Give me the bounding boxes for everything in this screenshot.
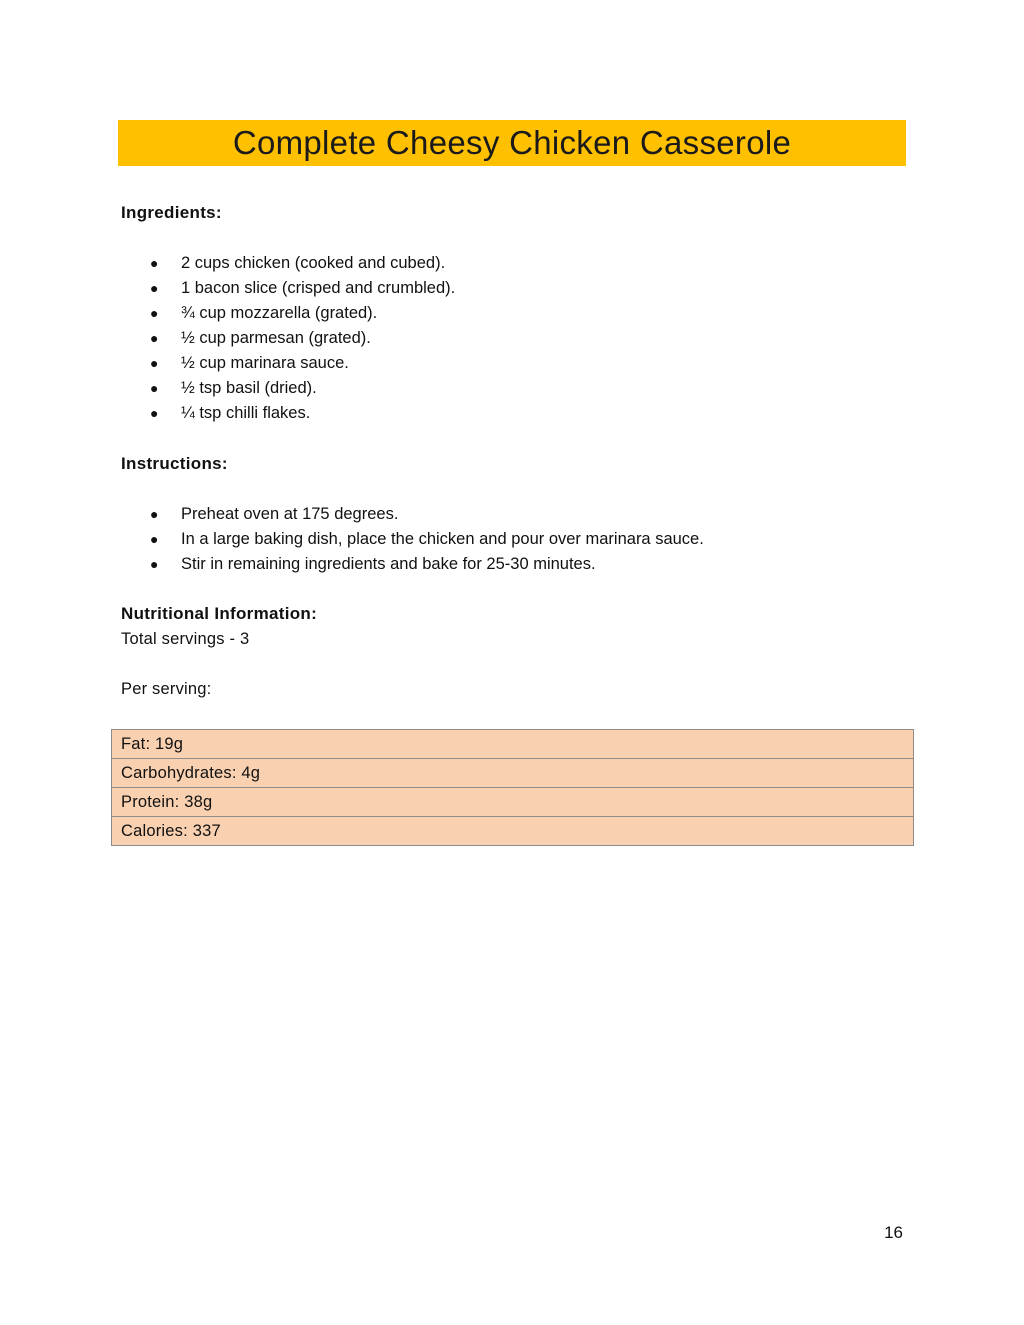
ingredient-text: ½ cup marinara sauce. xyxy=(181,354,349,372)
nutrition-cell: Carbohydrates: 4g xyxy=(112,759,914,788)
ingredient-text: ¼ tsp chilli flakes. xyxy=(181,404,311,422)
nutrition-cell: Calories: 337 xyxy=(112,817,914,846)
ingredient-text: 2 cups chicken (cooked and cubed). xyxy=(181,254,446,272)
instruction-text: Preheat oven at 175 degrees. xyxy=(181,505,399,523)
bullet-icon: ● xyxy=(150,255,159,271)
ingredients-list xyxy=(150,251,455,426)
bullet-icon: ● xyxy=(150,506,159,522)
bullet-icon: ● xyxy=(150,531,159,547)
list-item xyxy=(150,301,455,326)
instructions-list xyxy=(150,502,704,577)
list-item xyxy=(150,376,455,401)
title-banner xyxy=(118,120,906,166)
table-row xyxy=(112,788,914,817)
instructions-heading: Instructions: xyxy=(121,454,228,473)
bullet-icon: ● xyxy=(150,280,159,296)
list-item xyxy=(150,502,704,527)
bullet-icon: ● xyxy=(150,305,159,321)
table-row xyxy=(112,759,914,788)
list-item xyxy=(150,552,704,577)
nutrition-heading: Nutritional Information: xyxy=(121,604,318,623)
nutrition-cell: Protein: 38g xyxy=(112,788,914,817)
instruction-text: In a large baking dish, place the chicken and pour over marinara sauce. xyxy=(181,530,704,548)
list-item xyxy=(150,401,455,426)
bullet-icon: ● xyxy=(150,355,159,371)
page-number: 16 xyxy=(884,1223,903,1242)
total-servings: Total servings - 3 xyxy=(121,630,250,648)
list-item xyxy=(150,251,455,276)
ingredient-text: 1 bacon slice (crisped and crumbled). xyxy=(181,279,456,297)
ingredient-text: ½ cup parmesan (grated). xyxy=(181,329,371,347)
list-item xyxy=(150,527,704,552)
bullet-icon: ● xyxy=(150,380,159,396)
list-item xyxy=(150,326,455,351)
bullet-icon: ● xyxy=(150,405,159,421)
bullet-icon: ● xyxy=(150,330,159,346)
ingredient-text: ½ tsp basil (dried). xyxy=(181,379,317,397)
instruction-text: Stir in remaining ingredients and bake for 25-30 minutes. xyxy=(181,555,596,573)
ingredients-heading: Ingredients: xyxy=(121,203,222,222)
nutrition-table xyxy=(111,729,914,846)
list-item xyxy=(150,351,455,376)
table-row xyxy=(112,817,914,846)
bullet-icon: ● xyxy=(150,556,159,572)
page-title: Complete Cheesy Chicken Casserole xyxy=(232,124,792,161)
table-row xyxy=(112,730,914,759)
nutrition-cell: Fat: 19g xyxy=(112,730,914,759)
list-item xyxy=(150,276,455,301)
ingredient-text: ¾ cup mozzarella (grated). xyxy=(181,304,378,322)
per-serving-label: Per serving: xyxy=(121,680,212,698)
